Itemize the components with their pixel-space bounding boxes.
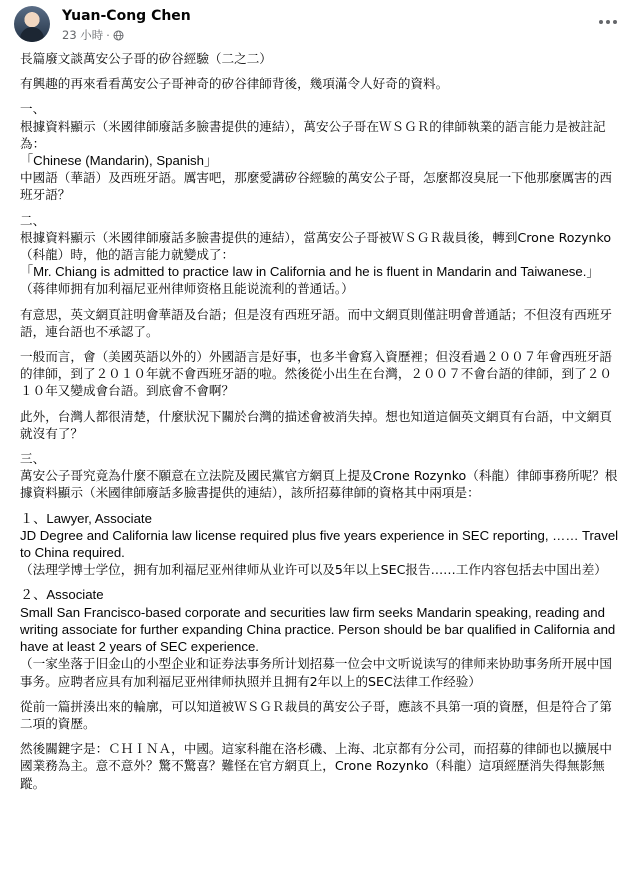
section-1-quote: 「Chinese (Mandarin), Spanish」 (20, 153, 218, 169)
section-3-heading: 三、 (20, 451, 46, 467)
section-2-translation: （蒋律师拥有加利福尼亚州律师资格且能说流利的普通话。） (20, 281, 354, 297)
paragraph-interesting: 有意思，英文網頁註明會華語及台語；但是沒有西班牙語。而中文網頁則僅註明會普通話；不但沒有西班牙語，連台語也不承認了。 (20, 306, 612, 339)
paragraph-conclusion: 從前一篇拼湊出來的輪廓，可以知道被ＷＳＧＲ裁員的萬安公子哥，應該不具第一項的資歷，但是符合了第二項的資歷。 (20, 698, 612, 731)
section-2-quote: 「Mr. Chiang is admitted to practice law in California and he is fluent in Mandarin and Taiwanese.」 (20, 264, 600, 280)
post-title: 長篇廢文談萬安公子哥的矽谷經驗（二之二） (20, 51, 272, 66)
section-1-text: 根據資料顯示（米國律師廢話多臉書提供的連結），萬安公子哥在ＷＳＧＲ的律師執業的語言能力是被註記為： (20, 118, 606, 151)
job-listing-1 (20, 510, 620, 579)
job-1-translation: （法理学博士学位，拥有加利福尼亚州律师从业许可以及5年以上SEC报告……工作内容包括去中国出差） (20, 562, 607, 578)
post-meta (62, 27, 124, 43)
section-1-heading: 一、 (20, 101, 46, 117)
section-2-heading: 二、 (20, 212, 46, 228)
job-1-requirements: JD Degree and California law license required plus five years experience in SEC reporting, …… Travel to China required. (20, 527, 619, 561)
paragraph-generally: 一般而言，會（美國英語以外的）外國語言是好事，也多半會寫入資歷裡；但沒看過２００７年會西班牙語的律師，到了２０１０年就不會西班牙語的啦。然後從小出生在台灣，２００７不會台語的律師，到了２０１０年又變成會台語。到底會不會啊？ (20, 349, 612, 399)
job-listing-2 (20, 586, 620, 689)
globe-icon[interactable] (113, 30, 124, 41)
author-name[interactable]: Yuan-Cong Chen (62, 8, 191, 24)
more-options-icon[interactable] (596, 12, 620, 32)
paragraph-also: 此外，台灣人都很清楚，什麼狀況下關於台灣的描述會被消失掉。想也知道這個英文網頁有台語，中文網頁就沒有了？ (20, 408, 612, 441)
section-2 (20, 212, 620, 298)
paragraph-keyword: 然後關鍵字是：ＣＨＩＮＡ，中國。這家科龍在洛杉磯、上海、北京都有分公司，而招募的律師也以擴展中國業務為主。意不意外？驚不驚喜？難怪在官方網頁上，Crone Rozynko（科龍）這項經歷消失得無影無蹤。 (20, 741, 612, 791)
post-intro: 有興趣的再來看看萬安公子哥神奇的矽谷律師背後，幾項滿令人好奇的資料。 (20, 76, 449, 92)
post-header (14, 6, 638, 42)
job-2-title: ２、Associate (20, 587, 104, 603)
section-3 (20, 450, 620, 502)
job-2-translation: （一家坐落于旧金山的小型企业和证券法事务所计划招募一位会中文听说读写的律师来协助事务所开展中国事务。应聘者应具有加利福尼亚州律师执照并且拥有2年以上的SEC法律工作经验） (20, 656, 612, 689)
section-1-comment: 中國語（華語）及西班牙語。厲害吧，那麼愛講矽谷經驗的萬安公子哥，怎麼都沒臭屁一下他那麼厲害的西班牙語？ (20, 170, 612, 203)
job-1-title: １、Lawyer, Associate (20, 510, 152, 526)
section-2-text: 根據資料顯示（米國律師廢話多臉書提供的連結），當萬安公子哥被ＷＳＧＲ裁員後，轉到Crone Rozynko（科龍）時，他的語言能力就變成了： (20, 229, 612, 263)
section-1 (20, 100, 620, 203)
meta-separator: · (106, 28, 110, 42)
post-body (20, 50, 620, 800)
job-2-requirements: Small San Francisco-based corporate and securities law firm seeks Mandarin speaking, reading and writing associate for further expanding China practice. Person should be bar qualified in California and have at least 2 years of SEC experience. (20, 604, 616, 655)
avatar[interactable] (14, 6, 50, 42)
section-3-text: 萬安公子哥究竟為什麼不願意在立法院及國民黨官方網頁上提及Crone Rozynko（科龍）律師事務所呢？根據資料顯示（米國律師廢話多臉書提供的連結），該所招募律師的資格其中兩項是： (20, 468, 618, 501)
post-timestamp[interactable]: 23 小時 (62, 28, 104, 42)
